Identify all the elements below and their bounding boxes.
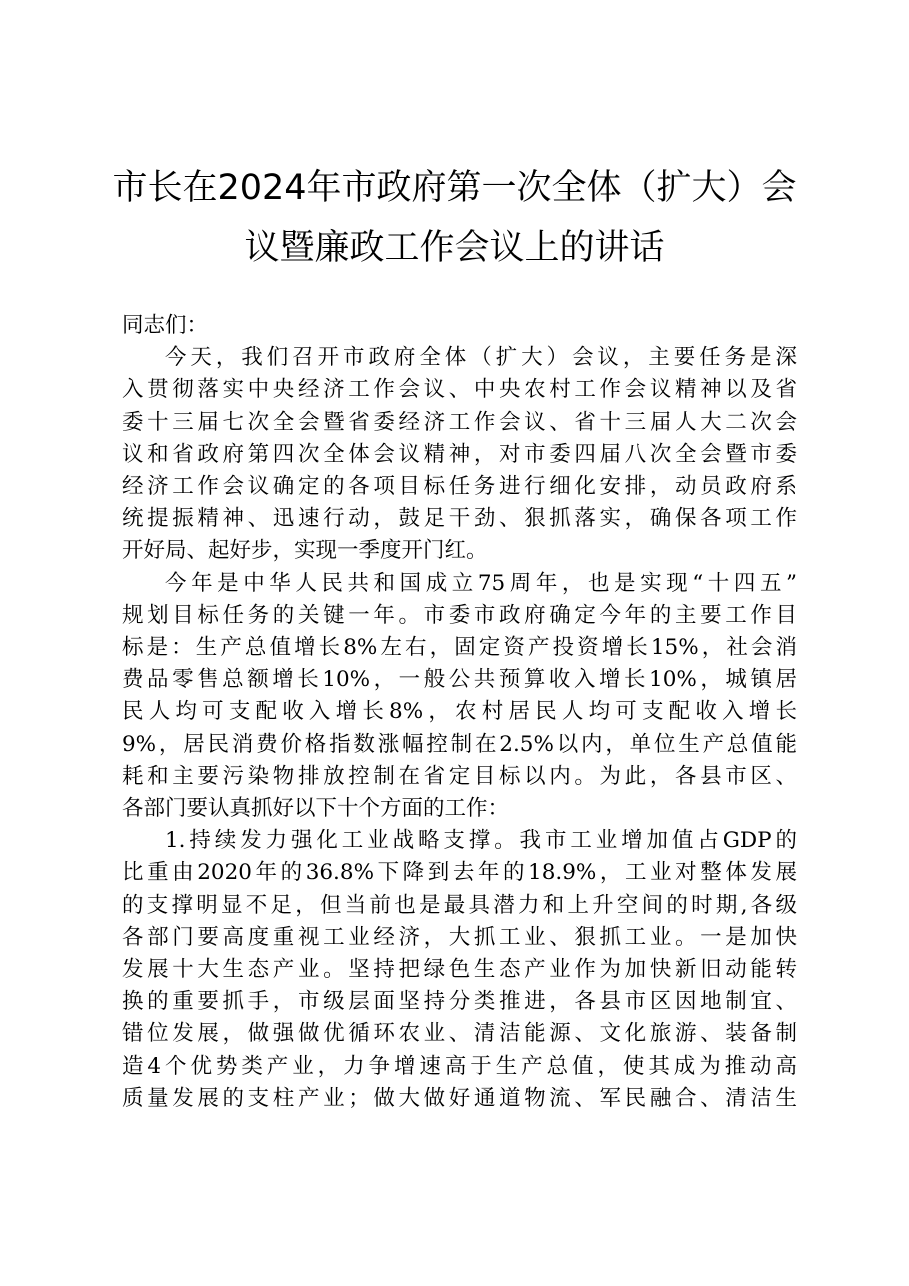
text-line: 委十三届七次全会暨省委经济工作会议、省十三届人大二次会 bbox=[122, 409, 797, 435]
text-line: 民人均可支配收入增长8%，农村居民人均可支配收入增长 bbox=[122, 699, 797, 725]
document-body bbox=[122, 310, 797, 1115]
title-line: 市长在2024年市政府第一次全体（扩大）会 bbox=[112, 168, 797, 208]
text-line: 9%，居民消费价格指数涨幅控制在2.5%以内，单位生产总值能 bbox=[122, 731, 797, 757]
text-line: 造4个优势类产业，力争增速高于生产总值，使其成为推动高 bbox=[122, 1053, 797, 1079]
text-line: 发展十大生态产业。坚持把绿色生态产业作为加快新旧动能转 bbox=[122, 957, 797, 983]
text-line: 今天，我们召开市政府全体（扩大）会议，主要任务是深 bbox=[165, 345, 797, 371]
text-line: 比重由2020年的36.8%下降到去年的18.9%，工业对整体发展 bbox=[122, 860, 797, 886]
text-line: 耗和主要污染物排放控制在省定目标以内。为此，各县市区、 bbox=[122, 763, 797, 789]
document-title bbox=[100, 158, 809, 278]
text-line: 议和省政府第四次全体会议精神，对市委四届八次全会暨市委 bbox=[122, 441, 797, 467]
paragraph-targets bbox=[122, 568, 797, 826]
text-line: 费品零售总额增长10%，一般公共预算收入增长10%，城镇居 bbox=[122, 667, 797, 693]
text-line: 入贯彻落实中央经济工作会议、中央农村工作会议精神以及省 bbox=[122, 377, 797, 403]
text-line: 开好局、起好步，实现一季度开门红。 bbox=[122, 538, 488, 564]
text-line: 标是：生产总值增长8%左右，固定资产投资增长15%，社会消 bbox=[122, 635, 797, 661]
text-line: 各部门要高度重视工业经济，大抓工业、狠抓工业。一是加快 bbox=[122, 924, 797, 950]
paragraph-intro bbox=[122, 342, 797, 567]
text-line: 各部门要认真抓好以下十个方面的工作： bbox=[122, 796, 510, 822]
greeting: 同志们： bbox=[122, 313, 209, 338]
text-line: 换的重要抓手，市级层面坚持分类推进，各县市区因地制宜、 bbox=[122, 989, 797, 1015]
text-line: 1.持续发力强化工业战略支撑。我市工业增加值占GDP的 bbox=[165, 828, 797, 854]
text-line: 今年是中华人民共和国成立75周年，也是实现“十四五” bbox=[165, 570, 797, 596]
text-line: 的支撑明显不足，但当前也是最具潜力和上升空间的时期,各级 bbox=[122, 892, 797, 918]
text-line: 质量发展的支柱产业；做大做好通道物流、军民融合、清洁生 bbox=[122, 1085, 797, 1111]
text-line: 统提振精神、迅速行动，鼓足干劲、狠抓落实，确保各项工作 bbox=[122, 506, 797, 532]
text-line: 经济工作会议确定的各项目标任务进行细化安排，动员政府系 bbox=[122, 474, 797, 500]
title-line: 议暨廉政工作会议上的讲话 bbox=[244, 228, 665, 268]
text-line: 错位发展，做强做优循环农业、清洁能源、文化旅游、装备制 bbox=[122, 1021, 797, 1047]
paragraph-industry bbox=[122, 825, 797, 1115]
text-line: 规划目标任务的关键一年。市委市政府确定今年的主要工作目 bbox=[122, 602, 797, 628]
